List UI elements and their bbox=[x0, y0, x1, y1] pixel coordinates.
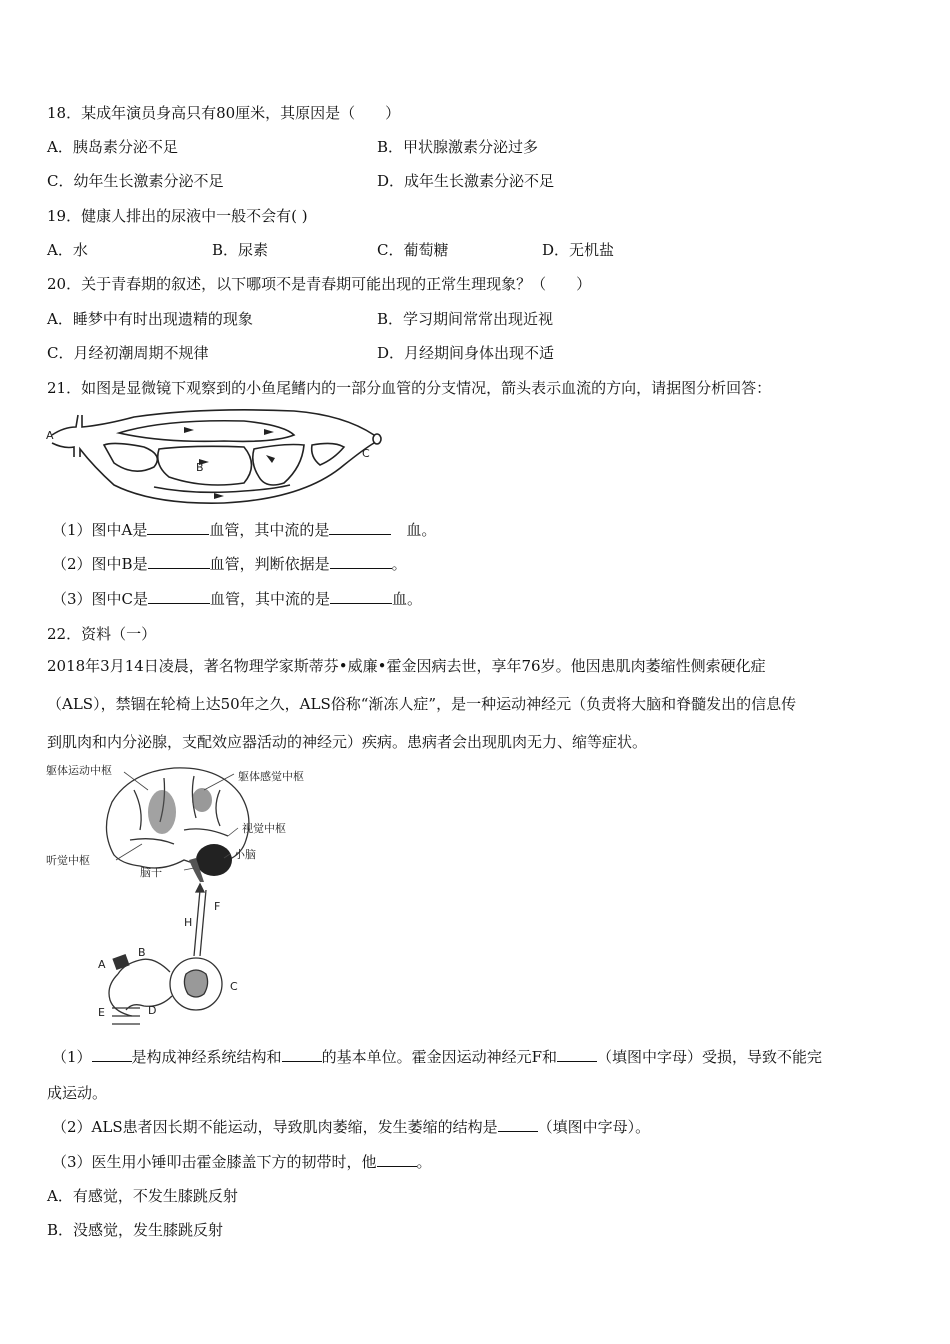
blank[interactable] bbox=[148, 589, 210, 604]
label-auditory-center: 听觉中枢 bbox=[46, 854, 90, 867]
q22-option-a: A．有感觉，不发生膝跳反射 bbox=[47, 1187, 238, 1205]
q18-option-d: D．成年生长激素分泌不足 bbox=[377, 172, 555, 190]
blank[interactable] bbox=[148, 554, 210, 569]
q18-option-c: C．幼年生长激素分泌不足 bbox=[47, 172, 224, 190]
q21-sub-3: （3）图中C是 血管，其中流的是 血。 bbox=[52, 590, 423, 608]
q22-sub-1: （1） 是构成神经系统结构和 的基本单位。霍金因运动神经元F和 （填图中字母）受损，导致不能完 bbox=[52, 1048, 822, 1066]
q22-sub-1-cont: 成运动。 bbox=[47, 1084, 108, 1102]
fig-label-b: B bbox=[196, 461, 204, 474]
label-sensory-center: 躯体感觉中枢 bbox=[238, 770, 304, 783]
q21-sub-2: （2）图中B是 血管，判断依据是 。 bbox=[52, 555, 407, 573]
q20-option-c: C．月经初潮周期不规律 bbox=[47, 344, 209, 362]
q22-option-b: B．没感觉，发生膝跳反射 bbox=[47, 1221, 224, 1239]
q21-sub-1: （1）图中A是 血管，其中流的是 血。 bbox=[52, 521, 437, 539]
q22-paragraph-3: 到肌肉和内分泌腺，支配效应器活动的神经元）疾病。患病者会出现肌肉无力、缩等症状。 bbox=[47, 733, 648, 751]
blank[interactable] bbox=[377, 1152, 417, 1167]
label-f: F bbox=[214, 900, 221, 913]
label-motor-center: 躯体运动中枢 bbox=[46, 764, 112, 777]
blank[interactable] bbox=[92, 1047, 132, 1062]
q19-option-b: B．尿素 bbox=[212, 241, 269, 259]
blank[interactable] bbox=[330, 554, 392, 569]
blank[interactable] bbox=[147, 520, 209, 535]
q18-stem: 18．某成年演员身高只有80厘米，其原因是（ ） bbox=[47, 104, 401, 122]
q22-paragraph-2: （ALS），禁锢在轮椅上达50年之久，ALS俗称“渐冻人症”，是一种运动神经元（负责将大脑和脊髓发出的信息传 bbox=[47, 695, 797, 713]
label-visual-center: 视觉中枢 bbox=[242, 822, 286, 835]
blank[interactable] bbox=[557, 1047, 597, 1062]
label-b: B bbox=[138, 946, 146, 959]
label-d: D bbox=[148, 1004, 157, 1017]
q18-option-b: B．甲状腺激素分泌过多 bbox=[377, 138, 539, 156]
q19-stem: 19．健康人排出的尿液中一般不会有( ) bbox=[47, 207, 308, 225]
q20-option-a: A．睡梦中有时出现遗精的现象 bbox=[47, 310, 253, 328]
nervous-system-figure bbox=[44, 760, 314, 1032]
label-cerebellum: 小脑 bbox=[234, 848, 256, 861]
q22-title: 22．资料（一） bbox=[47, 625, 157, 643]
q18-option-a: A．胰岛素分泌不足 bbox=[47, 138, 178, 156]
blood-vessel-figure bbox=[44, 405, 394, 510]
q19-option-a: A．水 bbox=[47, 241, 88, 259]
label-brainstem: 脑干 bbox=[140, 866, 162, 879]
q22-paragraph-1: 2018年3月14日凌晨，著名物理学家斯蒂芬•威廉•霍金因病去世，享年76岁。他因患肌肉萎缩性侧索硬化症 bbox=[47, 657, 766, 675]
blank[interactable] bbox=[329, 520, 391, 535]
q19-option-c: C．葡萄糖 bbox=[377, 241, 449, 259]
label-c: C bbox=[230, 980, 238, 993]
q20-option-d: D．月经期间身体出现不适 bbox=[377, 344, 555, 362]
label-h: H bbox=[184, 916, 193, 929]
blank[interactable] bbox=[330, 589, 392, 604]
label-a: A bbox=[98, 958, 106, 971]
q20-stem: 20．关于青春期的叙述，以下哪项不是青春期可能出现的正常生理现象？（ ） bbox=[47, 275, 592, 293]
fig-label-a: A bbox=[46, 429, 54, 442]
q19-option-d: D．无机盐 bbox=[542, 241, 615, 259]
blank[interactable] bbox=[498, 1117, 538, 1132]
q22-sub-2: （2）ALS患者因长期不能运动，导致肌肉萎缩，发生萎缩的结构是 （填图中字母）。 bbox=[52, 1118, 651, 1136]
q21-stem: 21．如图是显微镜下观察到的小鱼尾鳍内的一部分血管的分支情况，箭头表示血流的方向，请据图分析回答： bbox=[47, 379, 772, 397]
label-e: E bbox=[98, 1006, 105, 1019]
q20-option-b: B．学习期间常常出现近视 bbox=[377, 310, 554, 328]
q22-sub-3: （3）医生用小锤叩击霍金膝盖下方的韧带时，他 。 bbox=[52, 1153, 432, 1171]
fig-label-c: C bbox=[362, 447, 370, 460]
blank[interactable] bbox=[282, 1047, 322, 1062]
